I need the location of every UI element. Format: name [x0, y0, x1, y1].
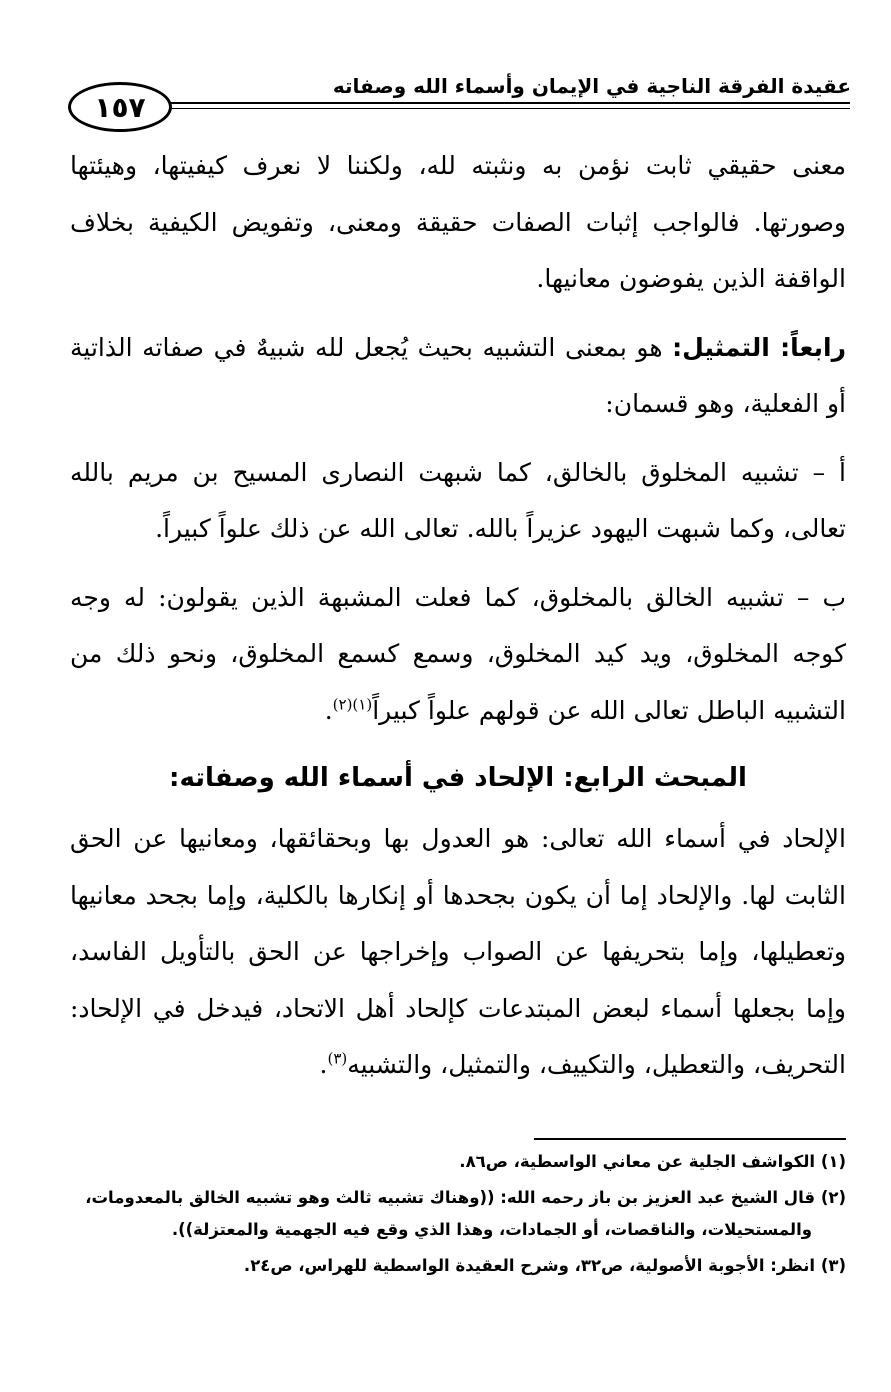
paragraph-5 [70, 811, 846, 1094]
section-heading: المبحث الرابع: الإلحاد في أسماء الله وصفاته: [169, 763, 747, 793]
main-text [70, 138, 846, 1094]
footnote-2-line-1: (٢) قال الشيخ عبد العزيز بن باز رحمه الله: ((وهناك تشبيه ثالث وهو تشبيه الخالق بالمعدومات، [85, 1188, 846, 1207]
footnote-1: (١) الكواشف الجلية عن معاني الواسطية، ص٨٦. [459, 1152, 846, 1171]
running-header: عقيدة الفرقة الناجية في الإيمان وأسماء الله وصفاته [332, 74, 851, 98]
paragraph-1: معنى حقيقي ثابت نؤمن به ونثبته لله، ولكننا لا نعرف كيفيتها، وهيئتها وصورتها. فالواجب إثبات الصفات حقيقة ومعنى، وتفويض الكيفية بخلاف الواقفة الذين يفوضون معانيها. [70, 151, 846, 293]
paragraph-4-text: ب – تشبيه الخالق بالمخلوق، كما فعلت المشبهة الذين يقولون: له وجه كوجه المخلوق، ويد كيد المخلوق، وسمع كسمع المخلوق، ونحو ذلك من التشبيه الباطل تعالى الله عن قولهم علواً كبيراً [70, 582, 846, 725]
footnote-divider [534, 1138, 846, 1140]
page-number: ١٥٧ [68, 82, 172, 132]
paragraph-5-text: الإلحاد في أسماء الله تعالى: هو العدول بها وبحقائقها، ومعانيها عن الحق الثابت لها. والإلحاد إما أن يكون بجحدها أو إنكارها بالكلية، وإما بجحد معانيها وتعطيلها، وإما بتحريفها عن الصواب وإخراجها عن الحق بالتأويل الفاسد، وإما بجعلها أسماء لبعض المبتدعات كإلحاد أهل الاتحاد، فيدخل في الإلحاد: التحريف، والتعطيل، والتكييف، والتمثيل، والتشبيه [70, 824, 846, 1079]
paragraph-2 [70, 320, 846, 433]
paragraph-4-end: . [324, 695, 333, 725]
footnotes [46, 1146, 846, 1286]
paragraph-4 [70, 570, 846, 740]
header-rule-thin [165, 108, 850, 109]
footnote-ref-3[interactable]: (٣) [327, 1049, 348, 1068]
paragraph-2-lead: رابعاً: التمثيل: [672, 332, 846, 362]
footnote-2 [46, 1182, 846, 1246]
footnote-ref-1-2[interactable]: (١)(٢) [332, 695, 373, 714]
footnote-3: (٣) انظر: الأجوبة الأصولية، ص٣٢، وشرح العقيدة الواسطية للهراس، ص٢٤. [243, 1256, 846, 1275]
paragraph-5-end: . [319, 1050, 328, 1079]
paragraph-3: أ – تشبيه المخلوق بالخالق، كما شبهت النصارى المسيح بن مريم بالله تعالى، وكما شبهت اليهود عزيراً بالله. تعالى الله عن ذلك علواً كبيراً. [70, 457, 846, 543]
footnote-2-line-2: والمستحيلات، والناقصات، أو الجمادات، وهذا الذي وقع فيه الجهمية والمعتزلة)). [171, 1220, 812, 1239]
header-rule [165, 102, 850, 104]
paragraph-2-text: هو بمعنى التشبيه بحيث يُجعل لله شبيهٌ في صفاته الذاتية أو الفعلية، وهو قسمان: [70, 332, 846, 418]
